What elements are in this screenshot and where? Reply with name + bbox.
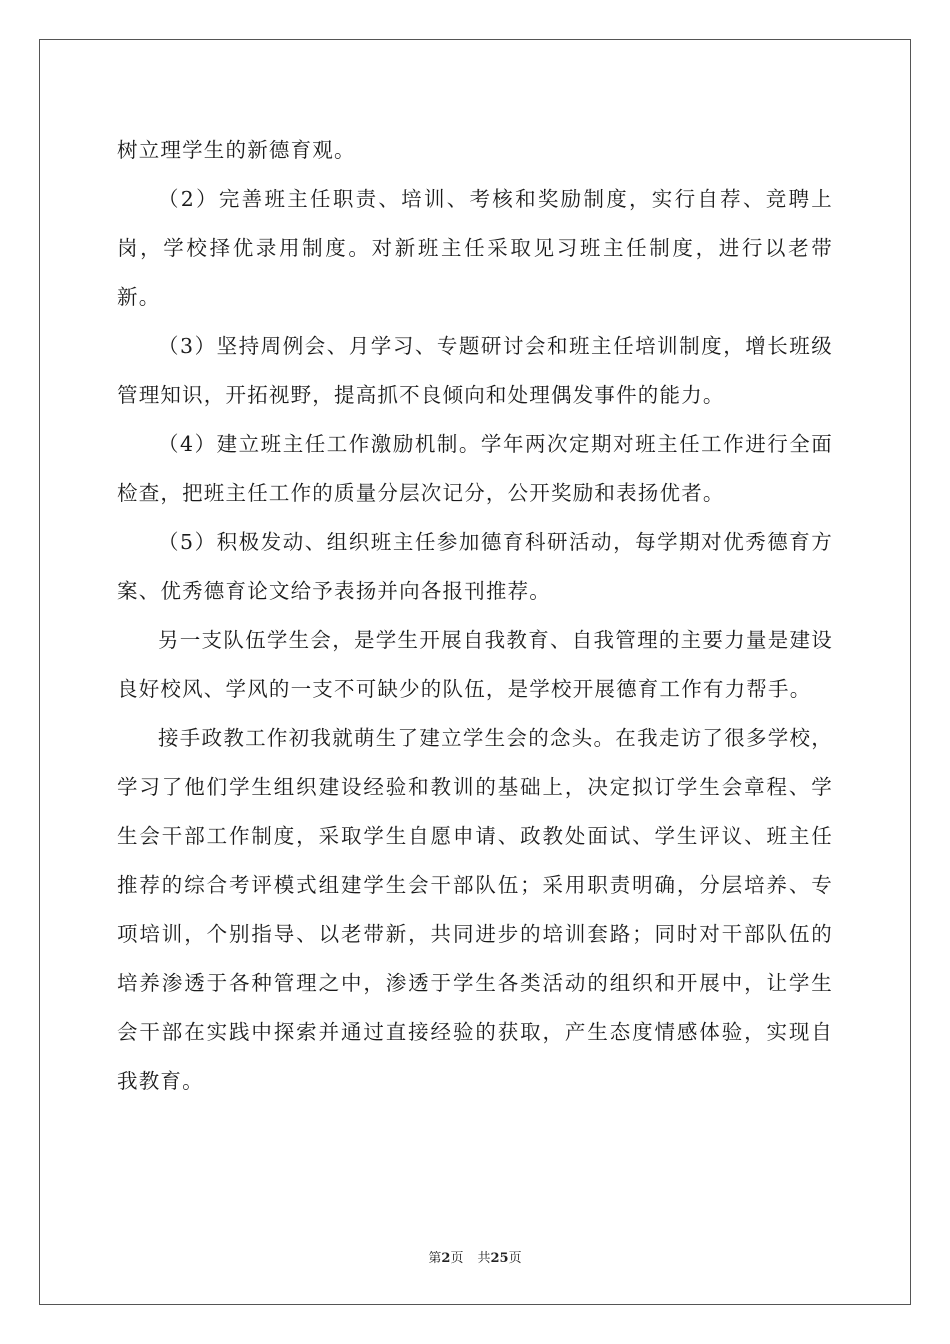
- page-suffix: 页: [450, 1251, 464, 1266]
- page-footer: [0, 1247, 950, 1266]
- total-pages: 25: [490, 1251, 509, 1266]
- total-suffix: 页: [508, 1251, 522, 1266]
- paragraph-4: （4）建立班主任工作激励机制。学年两次定期对班主任工作进行全面检查，把班主任工作的质量分层次记分，公开奖励和表扬优者。: [117, 432, 833, 505]
- page-prefix: 第: [428, 1251, 442, 1266]
- page-number: 2: [441, 1251, 451, 1266]
- paragraph-7: 接手政教工作初我就萌生了建立学生会的念头。在我走访了很多学校，学习了他们学生组织建设经验和教训的基础上，决定拟订学生会章程、学生会干部工作制度，采取学生自愿申请、政教处面试、学生评议、班主任推荐的综合考评模式组建学生会干部队伍；采用职责明确，分层培养、专项培训，个别指导、以老带新，共同进步的培训套路；同时对干部队伍的培养渗透于各种管理之中，渗透于学生各类活动的组织和开展中，让学生会干部在实践中探索并通过直接经验的获取，产生态度情感体验，实现自我教育。: [117, 726, 833, 1093]
- paragraph-2: （2）完善班主任职责、培训、考核和奖励制度，实行自荐、竞聘上岗，学校择优录用制度。对新班主任采取见习班主任制度，进行以老带新。: [117, 187, 833, 309]
- paragraph-6: 另一支队伍学生会，是学生开展自我教育、自我管理的主要力量是建设良好校风、学风的一支不可缺少的队伍，是学校开展德育工作有力帮手。: [117, 628, 833, 701]
- paragraph-3: （3）坚持周例会、月学习、专题研讨会和班主任培训制度，增长班级管理知识，开拓视野，提高抓不良倾向和处理偶发事件的能力。: [117, 334, 833, 407]
- paragraph-1: 树立理学生的新德育观。: [117, 138, 356, 162]
- total-prefix: 共: [477, 1251, 491, 1266]
- document-body: [117, 126, 833, 1106]
- paragraph-5: （5）积极发动、组织班主任参加德育科研活动，每学期对优秀德育方案、优秀德育论文给予表扬并向各报刊推荐。: [117, 530, 833, 603]
